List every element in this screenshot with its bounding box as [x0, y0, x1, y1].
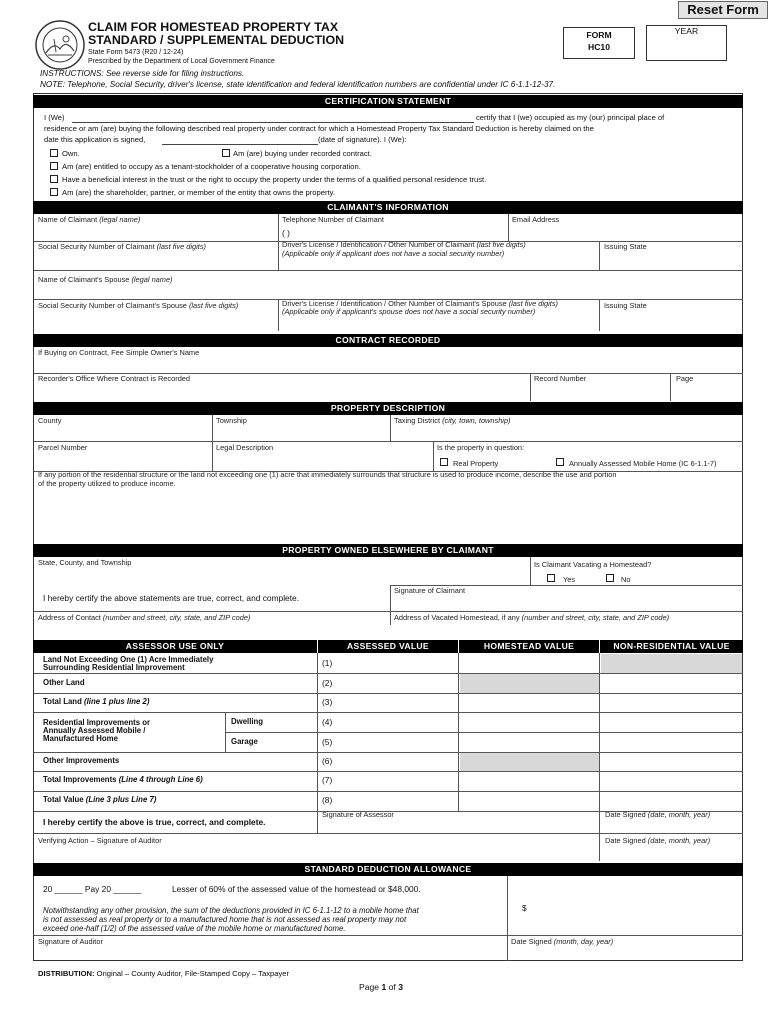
confidentiality-note: NOTE: Telephone, Social Security, driver's license, state identification and federal identification numbers are confidential under IC 6-1.1-12-37.	[40, 80, 556, 89]
residential-improvements-label-1: Residential Improvements or	[43, 718, 151, 727]
verifying-auditor-label: Verifying Action – Signature of Auditor	[38, 836, 162, 845]
row6-homestead-shade	[460, 752, 599, 771]
ssn-label: Social Security Number of Claimant (last five digits)	[38, 242, 207, 251]
contact-address-label: Address of Contact (number and street, city, state, and ZIP code)	[38, 613, 251, 622]
line-6-number: (6)	[322, 756, 333, 766]
line-4-number: (4)	[322, 717, 333, 727]
page-label: Page	[676, 374, 694, 383]
cert-line-3a: date this application is signed,	[44, 135, 146, 144]
income-use-label-1: If any portion of the residential structure or the land not exceeding one (1) acre that immediately surrounds that structure is used to produce income, describe the use and portion	[38, 470, 617, 479]
dwelling-label: Dwelling	[231, 717, 264, 726]
own-label: Own.	[62, 149, 80, 158]
claimant-name-label: Name of Claimant (legal name)	[38, 215, 141, 224]
cert-line-3b: (date of signature). I (We):	[318, 135, 407, 144]
state-form-number: State Form 5473 (R20 / 12-24)	[88, 49, 184, 56]
issuing-state-label: Issuing State	[604, 242, 647, 251]
partner-checkbox[interactable]	[50, 188, 58, 196]
county-label: County	[38, 416, 62, 425]
spouse-dl-label: Driver's License / Identification / Other Number of Claimant's Spouse (last five digits)	[282, 299, 558, 308]
real-property-label: Real Property	[453, 459, 499, 468]
claimant-signature-label: Signature of Claimant	[394, 586, 466, 595]
spouse-ssn-label: Social Security Number of Claimant's Spouse (last five digits)	[38, 301, 239, 310]
property-header: PROPERTY DESCRIPTION	[33, 402, 743, 415]
cert-line-1: certify that I (we) occupied as my (our) principal place of	[476, 113, 665, 122]
land-one-acre-label-2: Surrounding Residential Improvement	[43, 663, 185, 672]
other-land-label: Other Land	[43, 678, 85, 687]
notwithstanding-line-3: exceed one-half (1/2) of the assessed value of the mobile home or manufactured home.	[43, 924, 346, 933]
claimant-header: CLAIMANT'S INFORMATION	[33, 201, 743, 214]
mobile-home-checkbox[interactable]	[556, 458, 564, 466]
line-8-number: (8)	[322, 795, 333, 805]
form-title-line-1: CLAIM FOR HOMESTEAD PROPERTY TAX	[88, 20, 339, 34]
other-improvements-label: Other Improvements	[43, 756, 120, 765]
vacating-yes-label: Yes	[563, 575, 576, 584]
income-use-label-2: of the property utilized to produce income.	[38, 479, 176, 488]
distribution-text: DISTRIBUTION: Original – County Auditor, File-Stamped Copy – Taxpayer	[38, 969, 289, 978]
std-date-signed-label: Date Signed (month, day, year)	[511, 937, 614, 946]
vacating-no-label: No	[621, 575, 631, 584]
state-seal	[34, 19, 86, 71]
residential-improvements-label-3: Manufactured Home	[43, 734, 118, 743]
spouse-issuing-state-label: Issuing State	[604, 301, 647, 310]
claimant-names-field[interactable]	[72, 122, 474, 123]
total-improvements-label: Total Improvements (Line 4 through Line 6)	[43, 775, 203, 784]
line-3-number: (3)	[322, 697, 333, 707]
record-number-label: Record Number	[534, 374, 587, 383]
standard-deduction-header: STANDARD DEDUCTION ALLOWANCE	[33, 863, 743, 876]
trust-checkbox[interactable]	[50, 175, 58, 183]
state-county-township-label: State, County, and Township	[38, 558, 132, 567]
mobile-home-label: Annually Assessed Mobile Home (IC 6-1.1-7)	[569, 459, 717, 468]
vacating-no-checkbox[interactable]	[606, 574, 614, 582]
lesser-of-text: Lesser of 60% of the assessed value of the homestead or $48,000.	[172, 884, 421, 894]
contract-checkbox[interactable]	[222, 149, 230, 157]
phone-label: Telephone Number of Claimant	[282, 215, 384, 224]
cooperative-label: Am (are) entitled to occupy as a tenant-stockholder of a cooperative housing corporation.	[62, 162, 361, 171]
vacated-address-label: Address of Vacated Homestead, if any (number and street, city, state, and ZIP code)	[394, 613, 670, 622]
phone-field[interactable]: ( )	[282, 228, 290, 238]
claimant-name-field[interactable]	[34, 226, 277, 241]
claimant-certify-text: I hereby certify the above statements are true, correct, and complete.	[43, 593, 300, 603]
notwithstanding-line-2: is not assessed as real property or to a manufactured home that is not assessed as real property may not	[43, 915, 407, 924]
form-code: HC10	[588, 42, 610, 52]
total-value-label: Total Value (Line 3 plus Line 7)	[43, 795, 157, 804]
own-checkbox[interactable]	[50, 149, 58, 157]
assessor-use-header: ASSESSOR USE ONLY	[33, 640, 317, 653]
property-question-label: Is the property in question:	[437, 443, 525, 452]
cert-line-2: residence or am (are) buying the following described real property under contract for which a Homestead Property Tax Standard Deduction is hereby claimed on the	[44, 124, 594, 133]
pay-year-field[interactable]: 20 ______ Pay 20 ______	[43, 884, 142, 894]
real-property-checkbox[interactable]	[440, 458, 448, 466]
assessor-signature-label: Signature of Assessor	[322, 810, 394, 819]
spouse-dl-note: (Applicable only if applicant's spouse does not have a social security number)	[282, 307, 536, 316]
land-one-acre-label-1: Land Not Exceeding One (1) Acre Immediately	[43, 655, 214, 664]
dl-label: Driver's License / Identification / Other Number of Claimant (last five digits)	[282, 240, 526, 249]
recorder-office-label: Recorder's Office Where Contract is Recorded	[38, 374, 191, 383]
contract-label: Am (are) buying under recorded contract.	[233, 149, 372, 158]
partner-label: Am (are) the shareholder, partner, or member of the entity that owns the property.	[62, 188, 335, 197]
cert-line-we: I (We)	[44, 113, 65, 122]
elsewhere-header: PROPERTY OWNED ELSEWHERE BY CLAIMANT	[33, 544, 743, 557]
nonresidential-value-header: NON-RESIDENTIAL VALUE	[600, 640, 743, 653]
assessor-certify-text: I hereby certify the above is true, correct, and complete.	[43, 817, 266, 827]
reset-form-button[interactable]: Reset Form	[678, 1, 768, 19]
dl-note: (Applicable only if applicant does not have a social security number)	[282, 249, 505, 258]
garage-label: Garage	[231, 737, 258, 746]
residential-improvements-label-2: Annually Assessed Mobile /	[43, 726, 146, 735]
line-5-number: (5)	[322, 737, 333, 747]
parcel-number-label: Parcel Number	[38, 443, 88, 452]
legal-description-label: Legal Description	[216, 443, 274, 452]
township-label: Township	[216, 416, 247, 425]
fee-owner-label: If Buying on Contract, Fee Simple Owner's Name	[38, 348, 200, 357]
page-indicator: Page 1 of 3	[359, 982, 403, 992]
auditor-signature-label: Signature of Auditor	[38, 937, 103, 946]
instructions: INSTRUCTIONS: See reverse side for filing instructions.	[40, 69, 245, 78]
trust-label: Have a beneficial interest in the trust or the right to occupy the property under the terms of a qualified personal residence trust.	[62, 175, 487, 184]
cooperative-checkbox[interactable]	[50, 162, 58, 170]
assessor-date-label: Date Signed (date, month, year)	[605, 810, 711, 819]
spouse-name-label: Name of Claimant's Spouse (legal name)	[38, 275, 173, 284]
line-7-number: (7)	[322, 775, 333, 785]
total-land-label: Total Land (line 1 plus line 2)	[43, 697, 150, 706]
email-label: Email Address	[512, 215, 560, 224]
row1-nonres-shade	[601, 654, 742, 673]
notwithstanding-line-1: Notwithstanding any other provision, the sum of the deductions provided in IC 6-1.1-12 to a mobile home that	[43, 906, 419, 915]
taxing-district-label: Taxing District (city, town, township)	[394, 416, 511, 425]
contract-header: CONTRACT RECORDED	[33, 334, 743, 347]
vacating-label: Is Claimant Vacating a Homestead?	[534, 560, 652, 569]
form-title-line-2: STANDARD / SUPPLEMENTAL DEDUCTION	[88, 33, 345, 47]
row2-homestead-shade	[460, 674, 599, 693]
date-of-signature-field[interactable]	[162, 144, 318, 145]
assessed-value-header: ASSESSED VALUE	[318, 640, 458, 653]
certification-header: CERTIFICATION STATEMENT	[33, 95, 743, 108]
homestead-value-header: HOMESTEAD VALUE	[459, 640, 599, 653]
form-label: FORM	[586, 30, 612, 40]
auditor-date-label: Date Signed (date, month, year)	[605, 836, 711, 845]
vacating-yes-checkbox[interactable]	[547, 574, 555, 582]
line-1-number: (1)	[322, 658, 333, 668]
prescribed-by: Prescribed by the Department of Local Government Finance	[88, 58, 275, 65]
year-label: YEAR	[674, 26, 699, 36]
deduction-amount-field[interactable]: $	[522, 903, 527, 913]
line-2-number: (2)	[322, 678, 333, 688]
